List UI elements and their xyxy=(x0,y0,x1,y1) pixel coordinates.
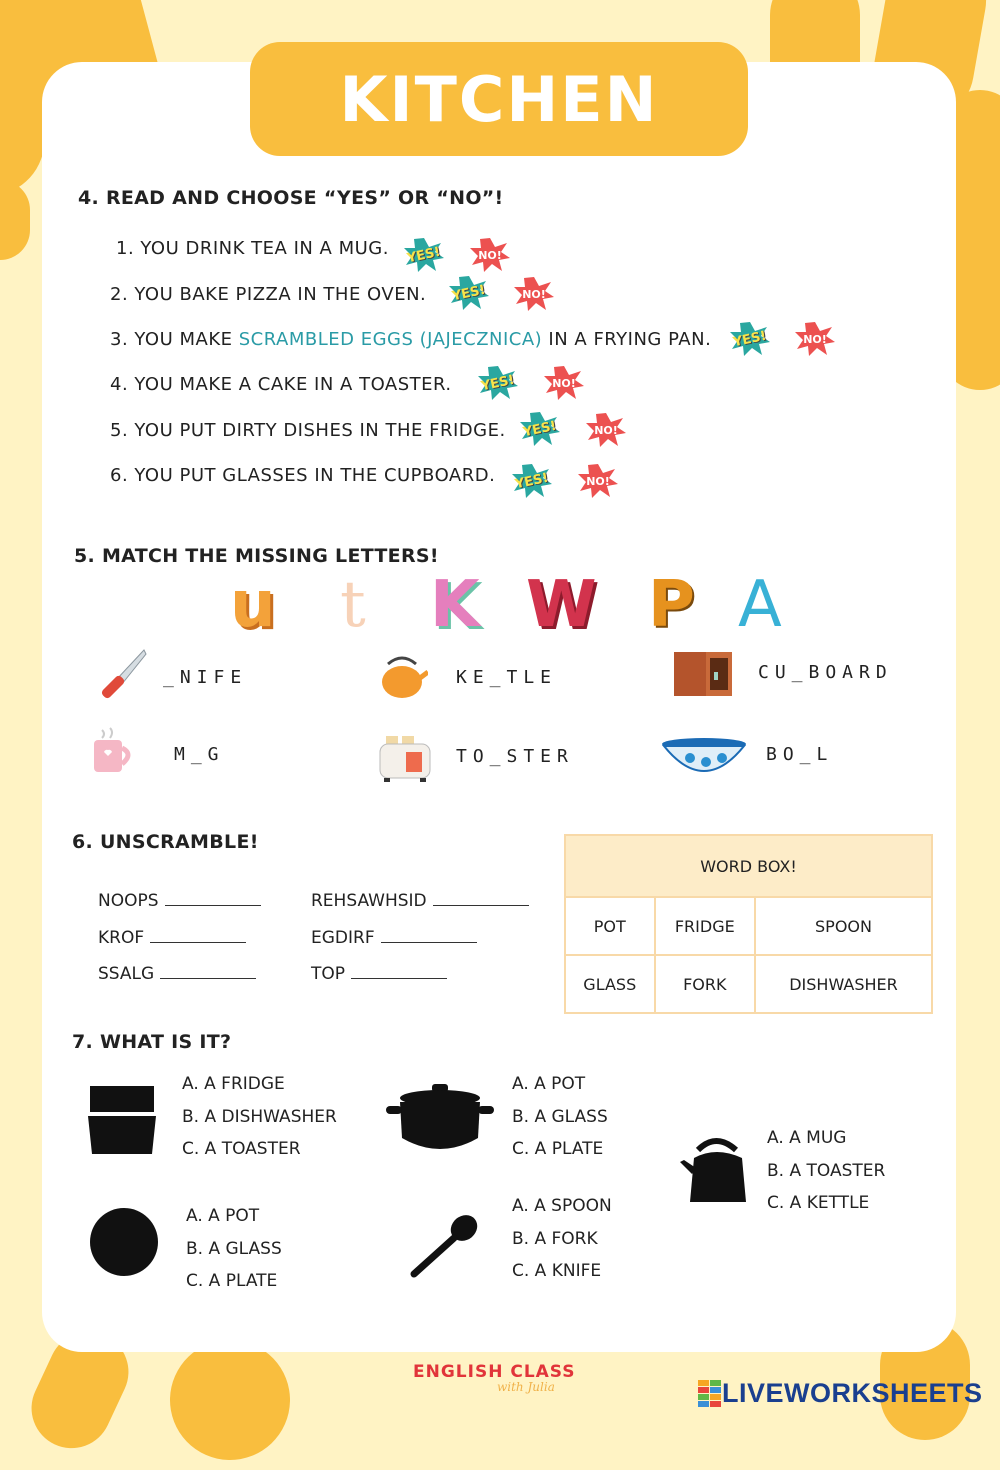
section7-heading: 7. WHAT IS IT? xyxy=(72,1031,232,1053)
section6-heading: 6. UNSCRAMBLE! xyxy=(72,831,259,853)
yes-button[interactable]: YES! xyxy=(478,366,518,400)
word-box-cell: POT xyxy=(565,897,655,955)
liveworksheets-logo[interactable] xyxy=(698,1378,983,1409)
answer-options xyxy=(182,1068,337,1166)
missing-word: KE_TLE xyxy=(456,667,558,688)
letter-tile[interactable]: t xyxy=(340,568,366,642)
question-1: 1. YOU DRINK TEA IN A MUG. xyxy=(116,238,389,259)
footer-brand: ENGLISH CLASS xyxy=(413,1362,576,1382)
option-c[interactable]: C. A KETTLE xyxy=(767,1193,870,1213)
answer-options xyxy=(186,1200,282,1298)
yes-button[interactable]: YES! xyxy=(449,276,489,310)
section5-heading: 5. MATCH THE MISSING LETTERS! xyxy=(74,545,439,567)
word-box-cell: FRIDGE xyxy=(655,897,755,955)
missing-word: TO_STER xyxy=(456,746,574,767)
yes-button[interactable]: YES! xyxy=(512,464,552,498)
word-box xyxy=(564,834,933,1014)
yes-button[interactable]: YES! xyxy=(730,322,770,356)
no-button[interactable]: NO! xyxy=(578,464,618,498)
option-b[interactable]: B. A TOASTER xyxy=(767,1160,886,1181)
answer-blank[interactable] xyxy=(351,964,447,979)
option-c[interactable]: C. A TOASTER xyxy=(182,1139,301,1159)
no-button[interactable]: NO! xyxy=(544,366,584,400)
word-box-cell: DISHWASHER xyxy=(755,955,932,1013)
word-box-cell: FORK xyxy=(655,955,755,1013)
unscramble-item: TOP xyxy=(311,964,447,984)
kettle-silhouette-icon xyxy=(680,1132,750,1204)
missing-word: M_G xyxy=(174,744,225,765)
section4-heading: 4. READ AND CHOOSE “YES” OR “NO”! xyxy=(78,187,504,209)
dishwasher-silhouette-icon xyxy=(86,1086,158,1156)
letter-tile[interactable]: K xyxy=(430,568,480,642)
unscramble-item: NOOPS xyxy=(98,891,261,911)
letter-tile[interactable]: A xyxy=(738,568,782,642)
yes-button[interactable]: YES! xyxy=(520,412,560,446)
missing-word: _NIFE xyxy=(163,667,248,688)
unscramble-item: EGDIRF xyxy=(311,928,477,948)
unscramble-item: SSALG xyxy=(98,964,256,984)
plate-silhouette-icon xyxy=(88,1206,160,1278)
yes-button[interactable]: YES! xyxy=(404,238,444,272)
answer-options xyxy=(512,1068,608,1166)
no-button[interactable]: NO! xyxy=(586,413,626,447)
unscramble-item: KROF xyxy=(98,928,246,948)
question-5: 5. YOU PUT DIRTY DISHES IN THE FRIDGE. xyxy=(110,420,506,441)
cupboard-icon xyxy=(672,648,736,700)
answer-options xyxy=(512,1190,612,1288)
page-title: KITCHEN xyxy=(339,62,659,136)
question-6: 6. YOU PUT GLASSES IN THE CUPBOARD. xyxy=(110,465,496,486)
pot-silhouette-icon xyxy=(386,1084,494,1154)
answer-blank[interactable] xyxy=(160,964,256,979)
missing-word: BO_L xyxy=(766,744,834,765)
option-a[interactable]: A. A POT xyxy=(186,1206,260,1226)
option-b[interactable]: B. A FORK xyxy=(512,1228,598,1249)
word-box-title: WORD BOX! xyxy=(565,835,932,897)
answer-blank[interactable] xyxy=(381,928,477,943)
option-c[interactable]: C. A KNIFE xyxy=(512,1261,602,1281)
kettle-icon xyxy=(376,650,428,700)
question-3: 3. YOU MAKE SCRAMBLED EGGS (JAJECZNICA) IN A FRYING PAN. xyxy=(110,329,712,350)
answer-blank[interactable] xyxy=(150,928,246,943)
missing-word: CU_BOARD xyxy=(758,662,893,683)
letter-tile[interactable]: P xyxy=(648,568,695,642)
word-box-cell: SPOON xyxy=(755,897,932,955)
option-a[interactable]: A. A MUG xyxy=(767,1128,847,1148)
option-c[interactable]: C. A PLATE xyxy=(186,1271,278,1291)
question-4: 4. YOU MAKE A CAKE IN A TOASTER. xyxy=(110,374,452,395)
liveworksheets-text: LIVEWORKSHEETS xyxy=(722,1378,983,1408)
toaster-icon xyxy=(376,734,434,784)
letter-tile[interactable]: W xyxy=(526,568,597,642)
no-button[interactable]: NO! xyxy=(795,322,835,356)
answer-options xyxy=(767,1122,885,1220)
no-button[interactable]: NO! xyxy=(514,277,554,311)
option-b[interactable]: B. A DISHWASHER xyxy=(182,1106,337,1127)
answer-blank[interactable] xyxy=(433,891,529,906)
option-a[interactable]: A. A FRIDGE xyxy=(182,1074,285,1094)
unscramble-item: REHSAWHSID xyxy=(311,891,529,911)
decor-blob xyxy=(0,180,30,260)
answer-blank[interactable] xyxy=(165,891,261,906)
option-b[interactable]: B. A GLASS xyxy=(512,1106,608,1127)
title-banner xyxy=(250,42,748,156)
spoon-silhouette-icon xyxy=(406,1212,480,1282)
liveworksheets-icon xyxy=(698,1380,722,1408)
knife-icon xyxy=(96,648,148,700)
option-c[interactable]: C. A PLATE xyxy=(512,1139,604,1159)
option-b[interactable]: B. A GLASS xyxy=(186,1238,282,1259)
option-a[interactable]: A. A SPOON xyxy=(512,1196,612,1216)
word-box-cell: GLASS xyxy=(565,955,655,1013)
no-button[interactable]: NO! xyxy=(470,238,510,272)
letter-tile[interactable]: u xyxy=(230,568,276,642)
mug-icon xyxy=(90,726,136,778)
footer-signature: with Julia xyxy=(497,1380,555,1394)
option-a[interactable]: A. A POT xyxy=(512,1074,586,1094)
question-2: 2. YOU BAKE PIZZA IN THE OVEN. xyxy=(110,284,427,305)
bowl-icon xyxy=(660,736,750,782)
